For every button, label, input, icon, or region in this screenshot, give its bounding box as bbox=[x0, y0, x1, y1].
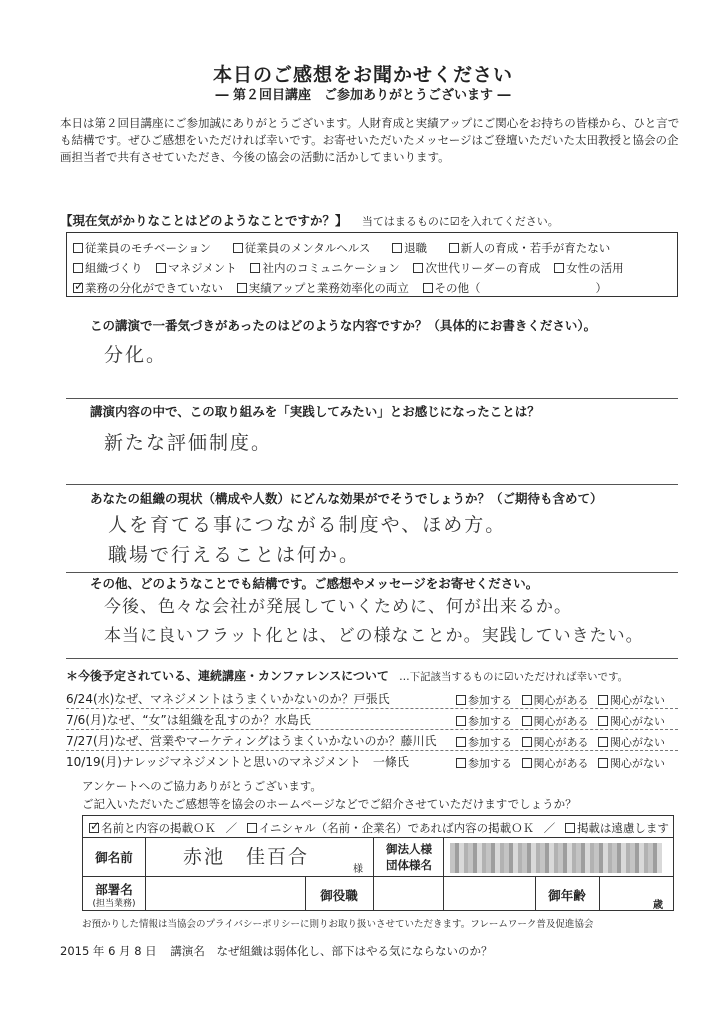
concern-label-9: 女性の活用 bbox=[566, 261, 624, 275]
col-divider bbox=[599, 876, 600, 910]
dashed-divider bbox=[66, 750, 678, 751]
checkbox[interactable] bbox=[233, 243, 243, 253]
checkbox[interactable] bbox=[522, 695, 532, 705]
consent-question: ご記入いただいたご感想等を協会のホームページなどでご紹介させていただけますでしょうか？ bbox=[82, 797, 577, 811]
checkbox[interactable] bbox=[598, 695, 608, 705]
checkbox[interactable] bbox=[413, 263, 423, 273]
concern-label-2: 従業員のメンタルヘルス bbox=[244, 241, 371, 255]
event-1-options bbox=[456, 692, 665, 708]
concern-option-4[interactable] bbox=[449, 240, 611, 256]
dashed-divider bbox=[66, 729, 678, 730]
privacy-note: お預かりした情報は当協会のプライバシーポリシーに則りお取り扱いさせていただきます。フレームワーク普及促進協会 bbox=[82, 919, 594, 930]
option-not-interested: 関心がない bbox=[610, 736, 665, 749]
event-1-title: 6/24(水)なぜ、マネジメントはうまくいかないのか？戸張氏 bbox=[66, 692, 390, 706]
concern-option-9[interactable] bbox=[554, 260, 624, 276]
col-divider bbox=[443, 838, 444, 910]
checkbox[interactable] bbox=[522, 758, 532, 768]
concerns-hint: 当てはまるものに☑を入れてください。 bbox=[361, 215, 559, 228]
events-heading bbox=[66, 667, 628, 684]
concern-label-11: 実績アップと業務効率化の両立 bbox=[248, 281, 409, 295]
checkbox[interactable] bbox=[522, 737, 532, 747]
answer-1[interactable]: 分化。 bbox=[104, 344, 168, 366]
footer-date: 2015 年 6 月 8 日 bbox=[60, 944, 157, 958]
concerns-heading bbox=[60, 211, 559, 229]
option-attend: 参加する bbox=[468, 715, 512, 728]
separator: ／ bbox=[225, 821, 238, 835]
name-label: 御名前 bbox=[95, 850, 133, 865]
option-attend: 参加する bbox=[468, 694, 512, 707]
checkbox[interactable] bbox=[598, 716, 608, 726]
checkbox[interactable] bbox=[73, 243, 83, 253]
divider bbox=[66, 484, 678, 485]
thanks-text: アンケートへのご協力ありがとうございます。 bbox=[82, 779, 322, 793]
concerns-heading-text: 【現在気がかりなことはどのようなことですか？】 bbox=[60, 213, 348, 228]
option-attend: 参加する bbox=[468, 736, 512, 749]
checkbox[interactable] bbox=[456, 695, 466, 705]
checkbox[interactable] bbox=[237, 283, 247, 293]
concern-option-1[interactable] bbox=[73, 240, 211, 256]
question-4: その他、どのようなことでも結構です。ご感想やメッセージをお寄せください。 bbox=[90, 576, 539, 591]
option-not-interested: 関心がない bbox=[610, 694, 665, 707]
answer-2[interactable]: 新たな評価制度。 bbox=[104, 432, 273, 454]
checkbox[interactable] bbox=[522, 716, 532, 726]
dashed-divider bbox=[66, 708, 678, 709]
checkbox[interactable] bbox=[423, 283, 433, 293]
question-1: この講演で一番気づきがあったのはどのような内容ですか？（具体的にお書きください）。 bbox=[90, 318, 597, 333]
concerns-checkbox-panel bbox=[66, 232, 678, 297]
concerns-row-3 bbox=[73, 280, 615, 296]
checkbox[interactable] bbox=[565, 823, 575, 833]
concern-label-5: 組織づくり bbox=[85, 261, 143, 275]
concern-option-11[interactable] bbox=[237, 280, 409, 296]
divider bbox=[66, 658, 678, 659]
concern-label-3: 退職 bbox=[404, 241, 428, 255]
col-divider bbox=[145, 838, 146, 910]
concern-option-3[interactable] bbox=[392, 240, 427, 256]
question-2: 講演内容の中で、この取り組みを「実践してみたい」とお感じになったことは？ bbox=[90, 404, 540, 419]
checkbox[interactable] bbox=[456, 758, 466, 768]
answer-4-line-1[interactable]: 今後、色々な会社が発展していくために、何が出来るか。 bbox=[104, 597, 572, 617]
event-4-title: 10/19(月)ナレッジマネジメントと思いのマネジメント 一條氏 bbox=[66, 755, 409, 769]
redacted-organization-name bbox=[450, 843, 662, 873]
concern-option-8[interactable] bbox=[413, 260, 540, 276]
consent-option-1: 名前と内容の掲載ＯＫ bbox=[101, 821, 216, 835]
dept-sublabel: (担当業務) bbox=[92, 899, 136, 909]
consent-row bbox=[83, 816, 673, 838]
corp-label-2: 団体様名 bbox=[386, 858, 432, 872]
option-interested: 関心がある bbox=[533, 694, 589, 707]
footer bbox=[60, 943, 493, 959]
concern-option-12[interactable] bbox=[423, 280, 608, 296]
corp-label-1: 御法人様 bbox=[386, 842, 432, 856]
checkbox[interactable] bbox=[250, 263, 260, 273]
intro-text: 本日は第２回目講座にご参加誠にありがとうございます。人財育成と実績アップにご関心をお持ちの皆様から、ひと言でも結構です。ぜひご感想をいただければ幸いです。お寄せいただいたメッセージはご登壇いただいた太田教授と協会の企画担当者で共有させていただき、今後の協会の活動に活かしてまいります。 bbox=[60, 116, 680, 164]
answer-3-line-1[interactable]: 人を育てる事につながる制度や、ほめ方。 bbox=[108, 514, 507, 536]
checkbox[interactable] bbox=[449, 243, 459, 253]
answer-4-line-2[interactable]: 本当に良いフラット化とは、どの様なことか。実践していきたい。 bbox=[104, 626, 644, 646]
checkbox[interactable] bbox=[554, 263, 564, 273]
concern-label-6: マネジメント bbox=[168, 261, 237, 275]
event-4-options bbox=[456, 755, 665, 771]
checkbox[interactable] bbox=[247, 823, 257, 833]
concern-label-8: 次世代リーダーの育成 bbox=[425, 261, 541, 275]
concern-option-2[interactable] bbox=[233, 240, 371, 256]
page-title: 本日のご感想をお聞かせください bbox=[212, 64, 513, 86]
option-interested: 関心がある bbox=[533, 757, 589, 770]
sama-suffix: 様 bbox=[353, 864, 363, 875]
concern-label-7: 社内のコミュニケーション bbox=[262, 261, 400, 275]
age-unit: 歳 bbox=[653, 900, 663, 911]
footer-lecture-label: 講演名 bbox=[170, 944, 205, 958]
concern-label-12: その他（ ） bbox=[434, 281, 608, 295]
consent-option-3: 掲載は遠慮します bbox=[576, 821, 669, 835]
dept-label: 部署名 bbox=[95, 882, 133, 897]
event-2-title: 7/6(月)なぜ、“女”は組織を乱すのか？水島氏 bbox=[66, 713, 311, 727]
age-label: 御年齢 bbox=[548, 888, 586, 903]
checkbox[interactable] bbox=[598, 737, 608, 747]
event-3-title: 7/27(月)なぜ、営業やマーケティングはうまくいかないのか？藤川氏 bbox=[66, 734, 437, 748]
footer-lecture-title: なぜ組織は弱体化し、部下はやる気にならないのか？ bbox=[216, 944, 493, 958]
option-not-interested: 関心がない bbox=[610, 757, 665, 770]
event-3-options bbox=[456, 734, 665, 750]
option-not-interested: 関心がない bbox=[610, 715, 665, 728]
consent-option-2: イニシャル（名前・企業名）であれば内容の掲載ＯＫ bbox=[258, 821, 535, 835]
position-label: 御役職 bbox=[320, 888, 358, 903]
checkbox-checked[interactable] bbox=[73, 283, 83, 293]
concern-label-10: 業務の分化ができていない bbox=[85, 281, 223, 295]
events-heading-text: ＊今後予定されている、連続講座・カンファレンスについて bbox=[66, 669, 389, 683]
checkbox[interactable] bbox=[456, 716, 466, 726]
option-attend: 参加する bbox=[468, 757, 512, 770]
option-interested: 関心がある bbox=[533, 736, 589, 749]
question-3: あなたの組織の現状（構成や人数）にどんな効果がでそうでしょうか？（ご期待も含めて） bbox=[90, 491, 603, 506]
option-interested: 関心がある bbox=[533, 715, 589, 728]
checkbox-checked[interactable] bbox=[89, 823, 99, 833]
concern-label-1: 従業員のモチベーション bbox=[85, 241, 212, 255]
checkbox[interactable] bbox=[73, 263, 83, 273]
checkbox[interactable] bbox=[156, 263, 166, 273]
events-hint: …下記該当するものに☑いただければ幸いです。 bbox=[399, 671, 629, 683]
event-2-options bbox=[456, 713, 665, 729]
answer-3-line-2[interactable]: 職場で行えることは何か。 bbox=[108, 544, 361, 566]
concern-option-10[interactable] bbox=[73, 280, 223, 296]
concern-option-5[interactable] bbox=[73, 260, 143, 276]
col-divider bbox=[373, 838, 374, 876]
concerns-row-1 bbox=[73, 240, 618, 256]
row-divider bbox=[83, 876, 673, 877]
checkbox[interactable] bbox=[456, 737, 466, 747]
divider bbox=[66, 398, 678, 399]
divider bbox=[66, 572, 678, 573]
separator: ／ bbox=[543, 821, 556, 835]
concern-option-6[interactable] bbox=[156, 260, 237, 276]
concern-label-4: 新人の育成・若手が育たない bbox=[460, 241, 611, 255]
checkbox[interactable] bbox=[392, 243, 402, 253]
page-subtitle: ― 第２回目講座 ご参加ありがとうございます ― bbox=[215, 88, 511, 103]
concern-option-7[interactable] bbox=[250, 260, 399, 276]
col-divider bbox=[373, 876, 374, 910]
name-value[interactable]: 赤池 佳百合 bbox=[183, 846, 310, 868]
checkbox[interactable] bbox=[598, 758, 608, 768]
concerns-row-2 bbox=[73, 260, 632, 276]
